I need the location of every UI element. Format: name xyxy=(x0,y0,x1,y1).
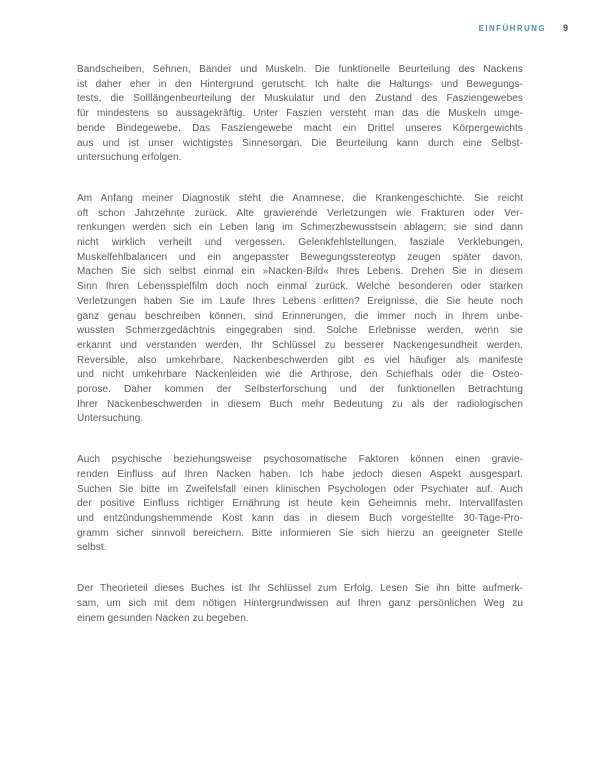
text-line: Reversible, also umkehrbare, Nackenbeschwerden gibt es viel häufiger als manifeste xyxy=(77,354,523,366)
text-line: für mindestens so aussagekräftig. Unter Faszien versteht man das die Muskeln umge- xyxy=(77,108,523,120)
text-line: aus und ist unser wichtigstes Sinnesorgan. Die Beurteilung kann durch eine Selbst- xyxy=(77,137,523,149)
text-line: Verletzungen haben Sie im Laufe Ihres Lebens erlitten? Ereignisse, die Sie heute noch xyxy=(77,295,523,307)
text-line: Untersuchung. xyxy=(77,413,144,425)
paragraph xyxy=(77,192,523,427)
text-line: Machen Sie sich selbst einmal ein »Nacken-Bild« Ihres Lebens. Drehen Sie in diesem xyxy=(77,266,523,278)
text-line: porose. Daher kommen der Selbsterforschung und der funktionellen Betrachtung xyxy=(77,384,523,396)
text-line: Auch psychische beziehungsweise psychosomatische Faktoren können einen gravie- xyxy=(77,454,523,466)
text-line: renden Einfluss auf Ihren Nacken haben. Ich habe jedoch diesen Aspekt ausgespart. xyxy=(77,468,523,480)
text-line: Am Anfang meiner Diagnostik steht die Anamnese, die Krankengeschichte. Sie reicht xyxy=(77,192,523,204)
paragraph xyxy=(77,63,523,166)
text-line: untersuchung erfolgen. xyxy=(77,152,182,164)
text-line: Suchen Sie bitte im Zweifelsfall einen klinischen Psychologen oder Psychiater auf. Auch xyxy=(77,483,523,495)
text-line: einem gesunden Nacken zu begeben. xyxy=(77,612,249,624)
text-line: und nicht umkehrbare Nackenleiden wie die Arthrose, den Schiefhals oder die Osteo- xyxy=(77,369,523,381)
text-line: erkannt und verstanden werden, Ihr Schlüssel zu besserer Nackengesundheit werden. xyxy=(77,339,523,351)
text-line: tests, die Solllängenbeurteilung der Muskulatur und den Zustand des Fasziengewebes xyxy=(77,93,523,105)
text-line: Muskelfehlbalancen und ein angepasster Bewegungsstereotyp zeugen später davon. xyxy=(77,251,523,263)
text-line: Ihrer Nackenbeschwerden in diesem Buch mehr Bedeutung zu als der radiologischen xyxy=(77,398,523,410)
section-title: EINFÜHRUNG xyxy=(478,24,546,33)
text-line: der positive Einfluss richtiger Ernährung ist heute kein Geheimnis mehr. Intervallfasten xyxy=(77,498,523,510)
running-header xyxy=(0,23,568,33)
text-line: ganz genau beschreiben können, sind Erinnerungen, die immer noch in Ihrem unbe- xyxy=(77,310,523,322)
text-line: selbst. xyxy=(77,542,107,554)
paragraph xyxy=(77,582,523,626)
body-text xyxy=(77,63,523,652)
text-line: Der Theorieteil dieses Buches ist Ihr Schlüssel zum Erfolg. Lesen Sie ihn bitte aufmerk- xyxy=(77,583,523,595)
text-line: nicht wirklich verheilt und vergessen. Gelenkfehlstellungen, fasziale Verklebungen, xyxy=(77,237,523,249)
text-line: gramm sicher sinnvoll bereichern. Bitte informieren Sie sich hierzu an geeigneter Stelle xyxy=(77,527,523,539)
text-line: und entzündungshemmende Kost kann das in diesem Buch vorgestellte 30-Tage-Pro- xyxy=(77,512,523,524)
text-line: wussten Schmerzgedächtnis eingegraben sind. Solche Erlebnisse werden, wenn sie xyxy=(77,325,523,337)
page-number: 9 xyxy=(562,23,568,33)
text-line: renkungen werden sich ein Leben lang im Schmerzbewusstsein ablagern; sie sind dann xyxy=(77,222,523,234)
text-line: ist daher eher in den Hintergrund gerutscht. Ich halte die Haltungs- und Bewegungs- xyxy=(77,78,523,90)
text-line: Bandscheiben, Sehnen, Bänder und Muskeln. Die funktionelle Beurteilung des Nackens xyxy=(77,64,523,75)
text-line: Sinn Ihren Lebensspielfilm doch noch einmal zurück. Welche besonderen oder starken xyxy=(77,281,523,293)
text-line: oft schon Jahrzehnte zurück. Alte gravierende Verletzungen wie Frakturen oder Ver- xyxy=(77,207,523,219)
text-line: bende Bindegewebe. Das Fasziengewebe macht ein Drittel unseres Körpergewichts xyxy=(77,122,523,134)
paragraph xyxy=(77,453,523,556)
text-line: sam, um sich mit dem nötigen Hintergrundwissen auf Ihren ganz persönlichen Weg zu xyxy=(77,597,523,609)
